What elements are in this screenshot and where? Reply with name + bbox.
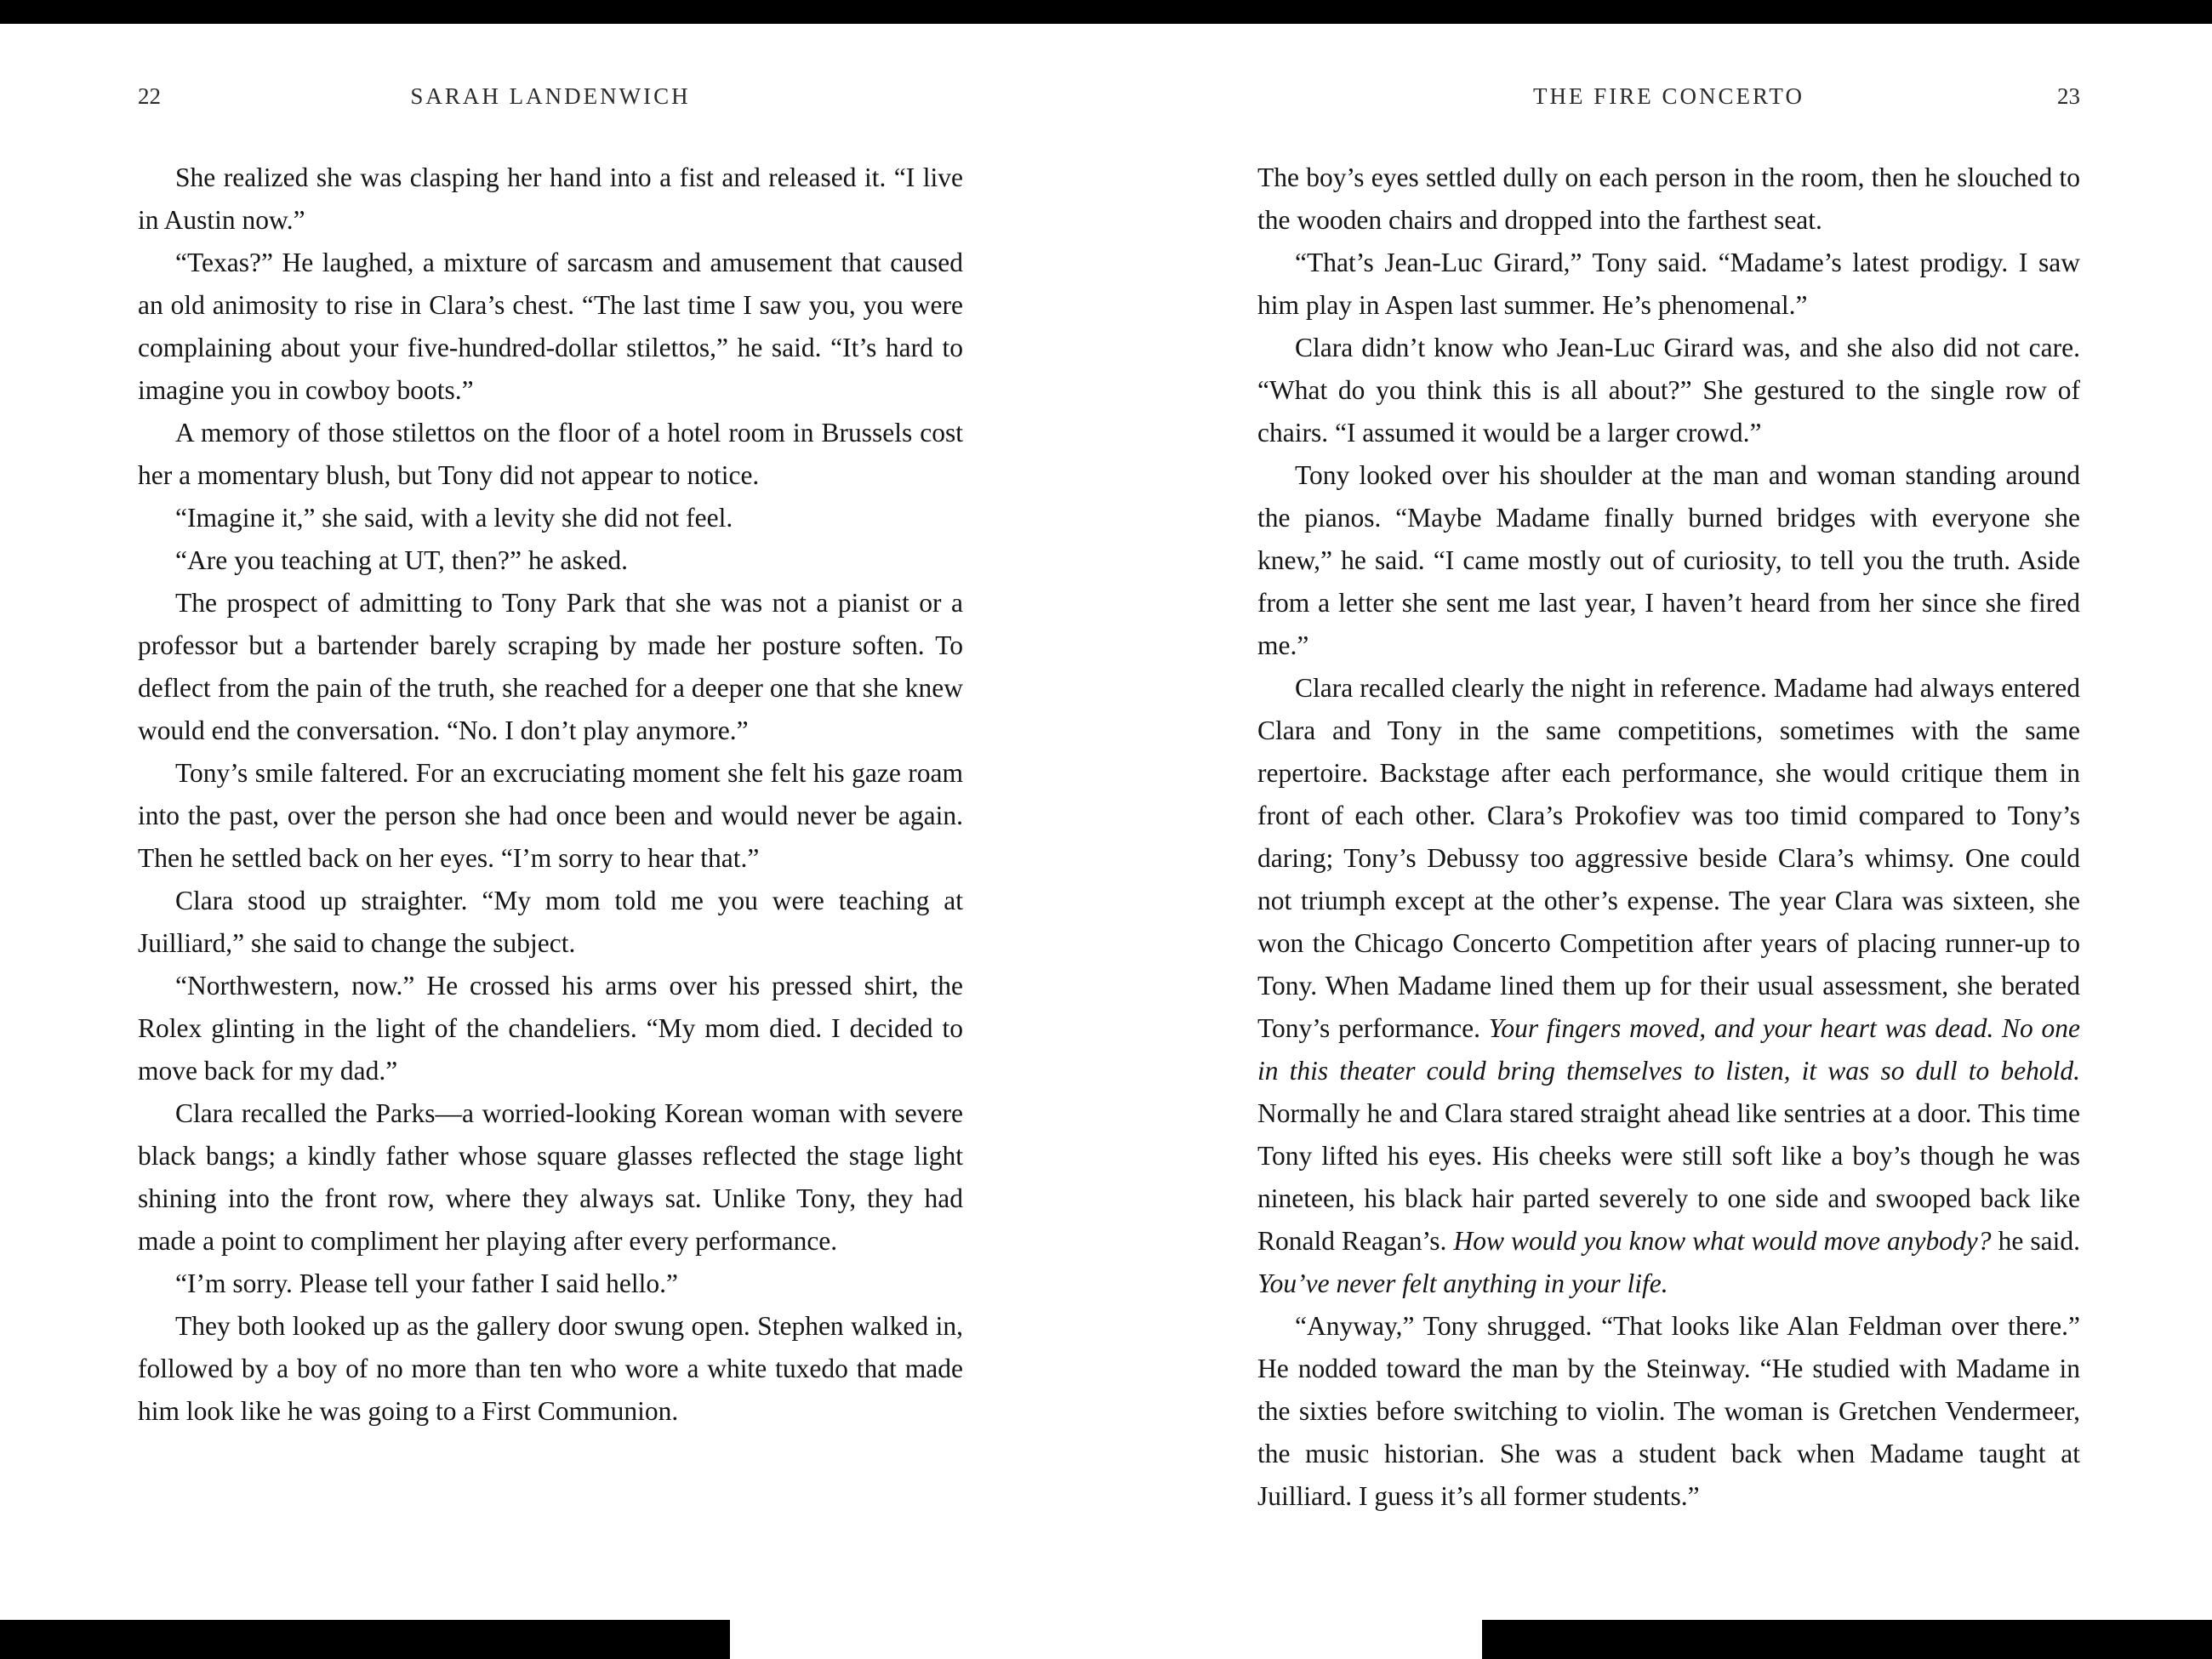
page-header-right [1257, 83, 2080, 114]
page-right [1106, 24, 2212, 1518]
italic-text-run: Your fingers moved, and your heart was dead. No one in this theater could bring themselves to listen, it was so dull to behold. [1257, 1013, 2080, 1086]
text-run: Clara stood up straighter. “My mom told me you were teaching at Juilliard,” she said to change the subject. [138, 886, 963, 958]
bottom-black-bar-left [0, 1620, 730, 1659]
paragraph [138, 242, 963, 412]
paragraph [1257, 667, 2080, 1305]
text-run: “Texas?” He laughed, a mixture of sarcasm and amusement that caused an old animosity to rise in Clara’s chest. “The last time I saw you, you were complaining about your five-hundred-dollar stilettos,” he said. “It’s hard to imagine you in cowboy boots.” [138, 248, 963, 405]
text-run: Tony’s smile faltered. For an excruciating moment she felt his gaze roam into the past, over the person she had once been and would never be again. Then he settled back on her eyes. “I’m sorry to hear that.” [138, 758, 963, 873]
text-run: They both looked up as the gallery door swung open. Stephen walked in, followed by a boy of no more than ten who wore a white tuxedo that made him look like he was going to a First Communion. [138, 1311, 963, 1426]
paragraph [138, 965, 963, 1092]
paragraph [138, 1263, 963, 1305]
text-run: Clara recalled clearly the night in reference. Madame had always entered Clara and Tony in the same competitions, sometimes with the same repertoire. Backstage after each performance, she would critique them in front of each other. Clara’s Prokofiev was too timid compared to Tony’s daring; Tony’s Debussy too aggressive beside Clara’s whimsy. One could not triumph except at the other’s expense. The year Clara was sixteen, she won the Chicago Concerto Competition after years of placing runner-up to Tony. When Madame lined them up for their usual assessment, she berated Tony’s performance. [1257, 673, 2080, 1043]
page-left [0, 24, 1106, 1518]
italic-text-run: You’ve never felt anything in your life. [1257, 1268, 1668, 1298]
text-run: Clara recalled the Parks—a worried-looking Korean woman with severe black bangs; a kindly father whose square glasses reflected the stage light shining into the front row, where they always sat. Unlike Tony, they had made a point to compliment her playing after every performance. [138, 1098, 963, 1256]
paragraph [138, 539, 963, 582]
page-body-right [1257, 157, 2080, 1518]
paragraph [138, 582, 963, 752]
bottom-black-bar-right [1482, 1620, 2212, 1659]
page-number-left: 22 [138, 83, 161, 109]
paragraph [138, 157, 963, 242]
text-run: She realized she was clasping her hand into a fist and released it. “I live in Austin now.” [138, 162, 963, 235]
text-run: “Imagine it,” she said, with a levity she did not feel. [175, 503, 733, 533]
text-run: The prospect of admitting to Tony Park that she was not a pianist or a professor but a bartender barely scraping by made her posture soften. To deflect from the pain of the truth, she reached for a deeper one that she knew would end the conversation. “No. I don’t play anymore.” [138, 588, 963, 745]
italic-text-run: How would you know what would move anybody? [1453, 1226, 1992, 1256]
page-body-left [138, 157, 963, 1433]
paragraph [138, 412, 963, 497]
text-run: A memory of those stilettos on the floor of a hotel room in Brussels cost her a momentary blush, but Tony did not appear to notice. [138, 418, 963, 490]
paragraph [138, 752, 963, 880]
text-run: The boy’s eyes settled dully on each person in the room, then he slouched to the wooden chairs and dropped into the farthest seat. [1257, 162, 2080, 235]
text-run: he said. [1991, 1226, 2080, 1256]
top-black-bar [0, 0, 2212, 24]
text-run: Tony looked over his shoulder at the man and woman standing around the pianos. “Maybe Madame finally burned bridges with everyone she knew,” he said. “I came mostly out of curiosity, to tell you the truth. Aside from a letter she sent me last year, I haven’t heard from her since she fired me.” [1257, 460, 2080, 660]
running-header-right: THE FIRE CONCERTO [1533, 83, 1804, 109]
paragraph [1257, 327, 2080, 454]
paragraph [138, 880, 963, 965]
paragraph [1257, 242, 2080, 327]
text-run: “Are you teaching at UT, then?” he asked. [175, 545, 629, 575]
page-header-left [138, 83, 963, 114]
paragraph [138, 1305, 963, 1433]
text-run: “I’m sorry. Please tell your father I said hello.” [175, 1268, 678, 1298]
text-run: “Northwestern, now.” He crossed his arms over his pressed shirt, the Rolex glinting in the light of the chandeliers. “My mom died. I decided to move back for my dad.” [138, 971, 963, 1086]
running-header-left: SARAH LANDENWICH [410, 83, 691, 109]
paragraph [1257, 157, 2080, 242]
paragraph [1257, 1305, 2080, 1518]
page-number-right: 23 [2057, 83, 2080, 109]
text-run: “Anyway,” Tony shrugged. “That looks like Alan Feldman over there.” He nodded toward the man by the Steinway. “He studied with Madame in the sixties before switching to violin. The woman is Gretchen Vendermeer, the music historian. She was a student back when Madame taught at Juilliard. I guess it’s all former students.” [1257, 1311, 2080, 1511]
text-run: Normally he and Clara stared straight ahead like sentries at a door. This time Tony lifted his eyes. His cheeks were still soft like a boy’s though he was nineteen, his black hair parted severely to one side and swooped back like Ronald Reagan’s. [1257, 1098, 2080, 1256]
text-run: “That’s Jean-Luc Girard,” Tony said. “Madame’s latest prodigy. I saw him play in Aspen last summer. He’s phenomenal.” [1257, 248, 2080, 320]
pages-container [0, 24, 2212, 1518]
paragraph [1257, 454, 2080, 667]
text-run: Clara didn’t know who Jean-Luc Girard was, and she also did not care. “What do you think this is all about?” She gestured to the single row of chairs. “I assumed it would be a larger crowd.” [1257, 333, 2080, 448]
paragraph [138, 1092, 963, 1263]
paragraph [138, 497, 963, 539]
